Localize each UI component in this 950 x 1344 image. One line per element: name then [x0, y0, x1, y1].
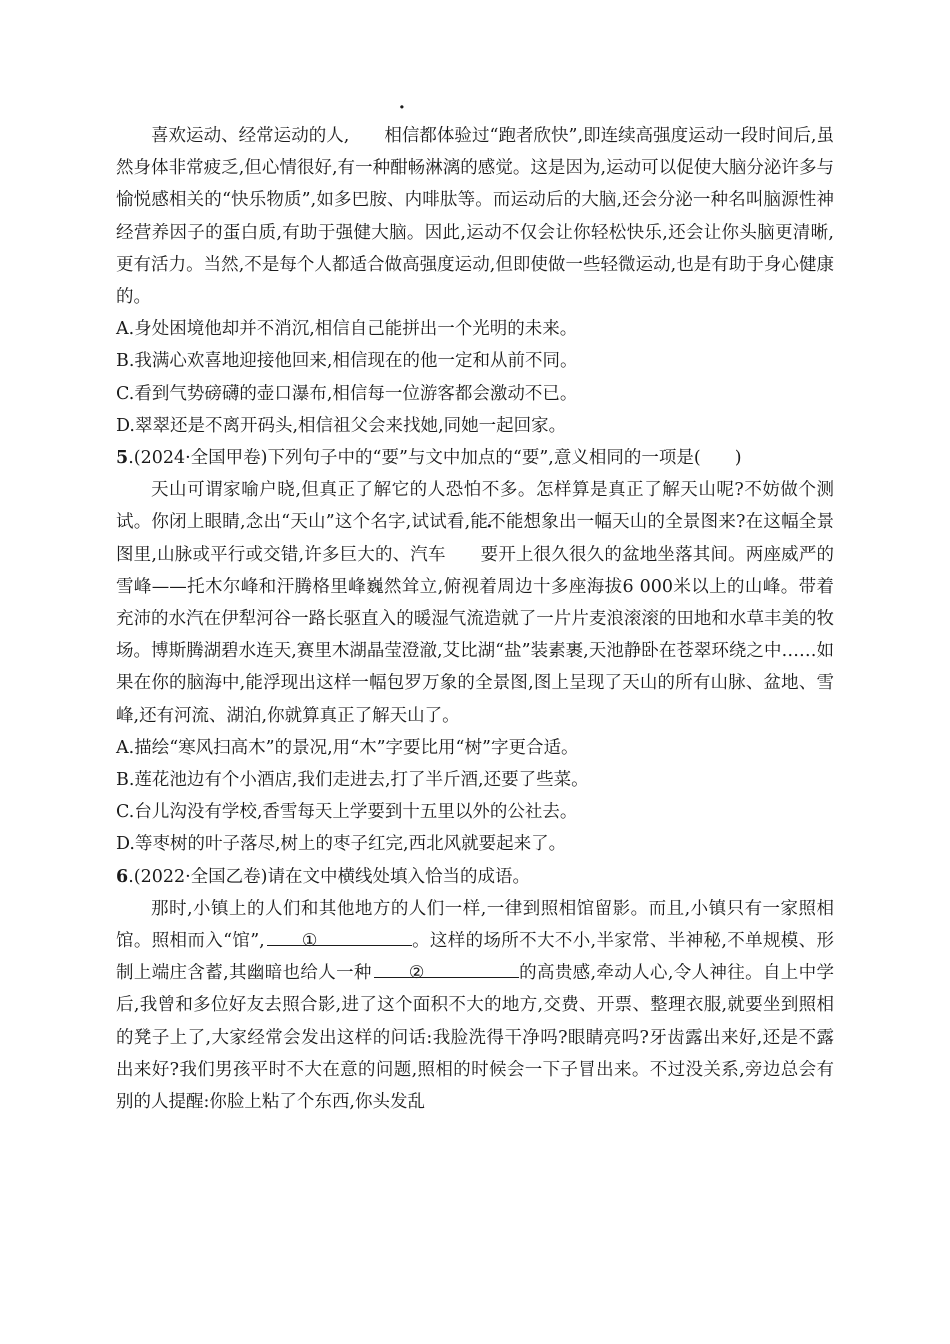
passage-1-text-b: 都体验过“跑者欣快”,即连续高强度运动一段时间后,虽然身体非常疲乏,但心情很好,有一种酣畅淋漓的感觉。这是因为,运动可以促使大脑分泌许多与愉悦感相关的“快乐物质”,如多巴胺、内啡肽等。而运动后的大脑,还会分泌一种名叫脑源性神经营养因子的蛋白质,有助于强健大脑。因此,运动不仅会让你轻松快乐,还会让你头脑更清晰,更有活力。当然,不是每个人都适合做高强度运动,但即使做一些轻微运动,也是有助于身心健康的。 [116, 126, 834, 308]
question-6 [116, 861, 834, 893]
question-6-number: 6 [116, 866, 129, 887]
passage-3-text-b: 。这样的场所不大不小,半家常、半神秘,不单规模、形制上端庄含蓄,其幽暗也给人一种 [116, 931, 834, 984]
question-5-close: ) [734, 448, 742, 469]
passage-3-text-a: 那时,小镇上的人们和其他地方的人们一样,一律到照相馆留影。而且,小镇只有一家照相馆。照相而入“馆”, [116, 898, 834, 952]
option-5b: B.莲花池边有个小酒店,我们走进去,打了半斤酒,还要了些菜。 [116, 770, 589, 791]
question-5-number: 5 [116, 448, 129, 469]
question-5 [116, 442, 834, 474]
option-5c: C.台儿沟没有学校,香雪每天上学要到十五里以外的公社去。 [116, 802, 578, 823]
option-5a: A.描绘“寒风扫高木”的景况,用“木”字要比用“树”字更合适。 [116, 737, 579, 758]
option-4c: C.看到气势磅礴的壶口瀑布,相信每一位游客都会激动不已。 [116, 383, 578, 404]
option-4a: A.身处困境他却并不消沉,相信自己能拼出一个光明的未来。 [116, 319, 578, 340]
fill-blank-1[interactable] [267, 925, 412, 952]
option-4d: D.翠翠还是不离开码头,相信祖父会来找她,同她一起回家。 [116, 415, 567, 436]
passage-2 [116, 474, 834, 732]
blank-1-marker: ① [301, 931, 318, 952]
dotted-word-yao: 要 [480, 544, 499, 565]
passage-1 [116, 120, 834, 313]
passage-2-text-a: 天山可谓家喻户晓,但真正了解它的人恐怕不多。怎样算是真正了解天山呢?不妨做个测试。你闭上眼睛,念出“天山”这个名字,试试看,能不能想象出一幅天山的全景图来?在这幅全景图里,山脉或平行或交错,许多巨大的、汽车 [116, 480, 834, 565]
fill-blank-2[interactable] [374, 957, 519, 984]
option-4b: B.我满心欢喜地迎接他回来,相信现在的他一定和从前不同。 [116, 351, 578, 372]
passage-2-text-b: 开上很久很久的盆地坐落其间。两座威严的雪峰——托木尔峰和汗腾格里峰巍然耸立,俯视着周边十多座海拔6 000米以上的山峰。带着充沛的水汽在伊犁河谷一路长驱直入的暖湿气流造就了一片片麦浪滚滚的田地和水草丰美的牧场。博斯腾湖碧水连天,赛里木湖晶莹澄澈,艾比湖“盐”装素裹,天池静卧在苍翠环绕之中……如果在你的脑海中,能浮现出这样一幅包罗万象的全景图,图上呈现了天山的所有山脉、盆地、雪峰,还有河流、湖泊,你就算真正了解天山了。 [116, 544, 835, 726]
blank-2-marker: ② [408, 963, 425, 984]
passage-3-text-c: 的高贵感,牵动人心,令人神往。自上中学后,我曾和多位好友去照合影,进了这个面积不大的地方,交费、开票、整理衣服,就要坐到照相的凳子上了,大家经常会发出这样的问话:我脸洗得干净吗?眼睛亮吗?牙齿露出来好,还是不露出来好?我们男孩平时不大在意的问题,照相的时候会一下子冒出来。不过没关系,旁边总会有别的人提醒:你脸上粘了个东西,你头发乱 [116, 963, 835, 1113]
question-6-stem: .(2022·全国乙卷)请在文中横线处填入恰当的成语。 [128, 866, 531, 887]
document-page [116, 120, 834, 1118]
passage-1-text-a: 喜欢运动、经常运动的人, [151, 126, 350, 146]
passage-3 [116, 893, 834, 1118]
question-5-stem: .(2024·全国甲卷)下列句子中的“要”与文中加点的“要”,意义相同的一项是( [128, 448, 701, 469]
option-5d: D.等枣树的叶子落尽,树上的枣子红完,西北风就要起来了。 [116, 834, 567, 855]
dotted-word-xiangxin: 相信 [384, 126, 420, 146]
